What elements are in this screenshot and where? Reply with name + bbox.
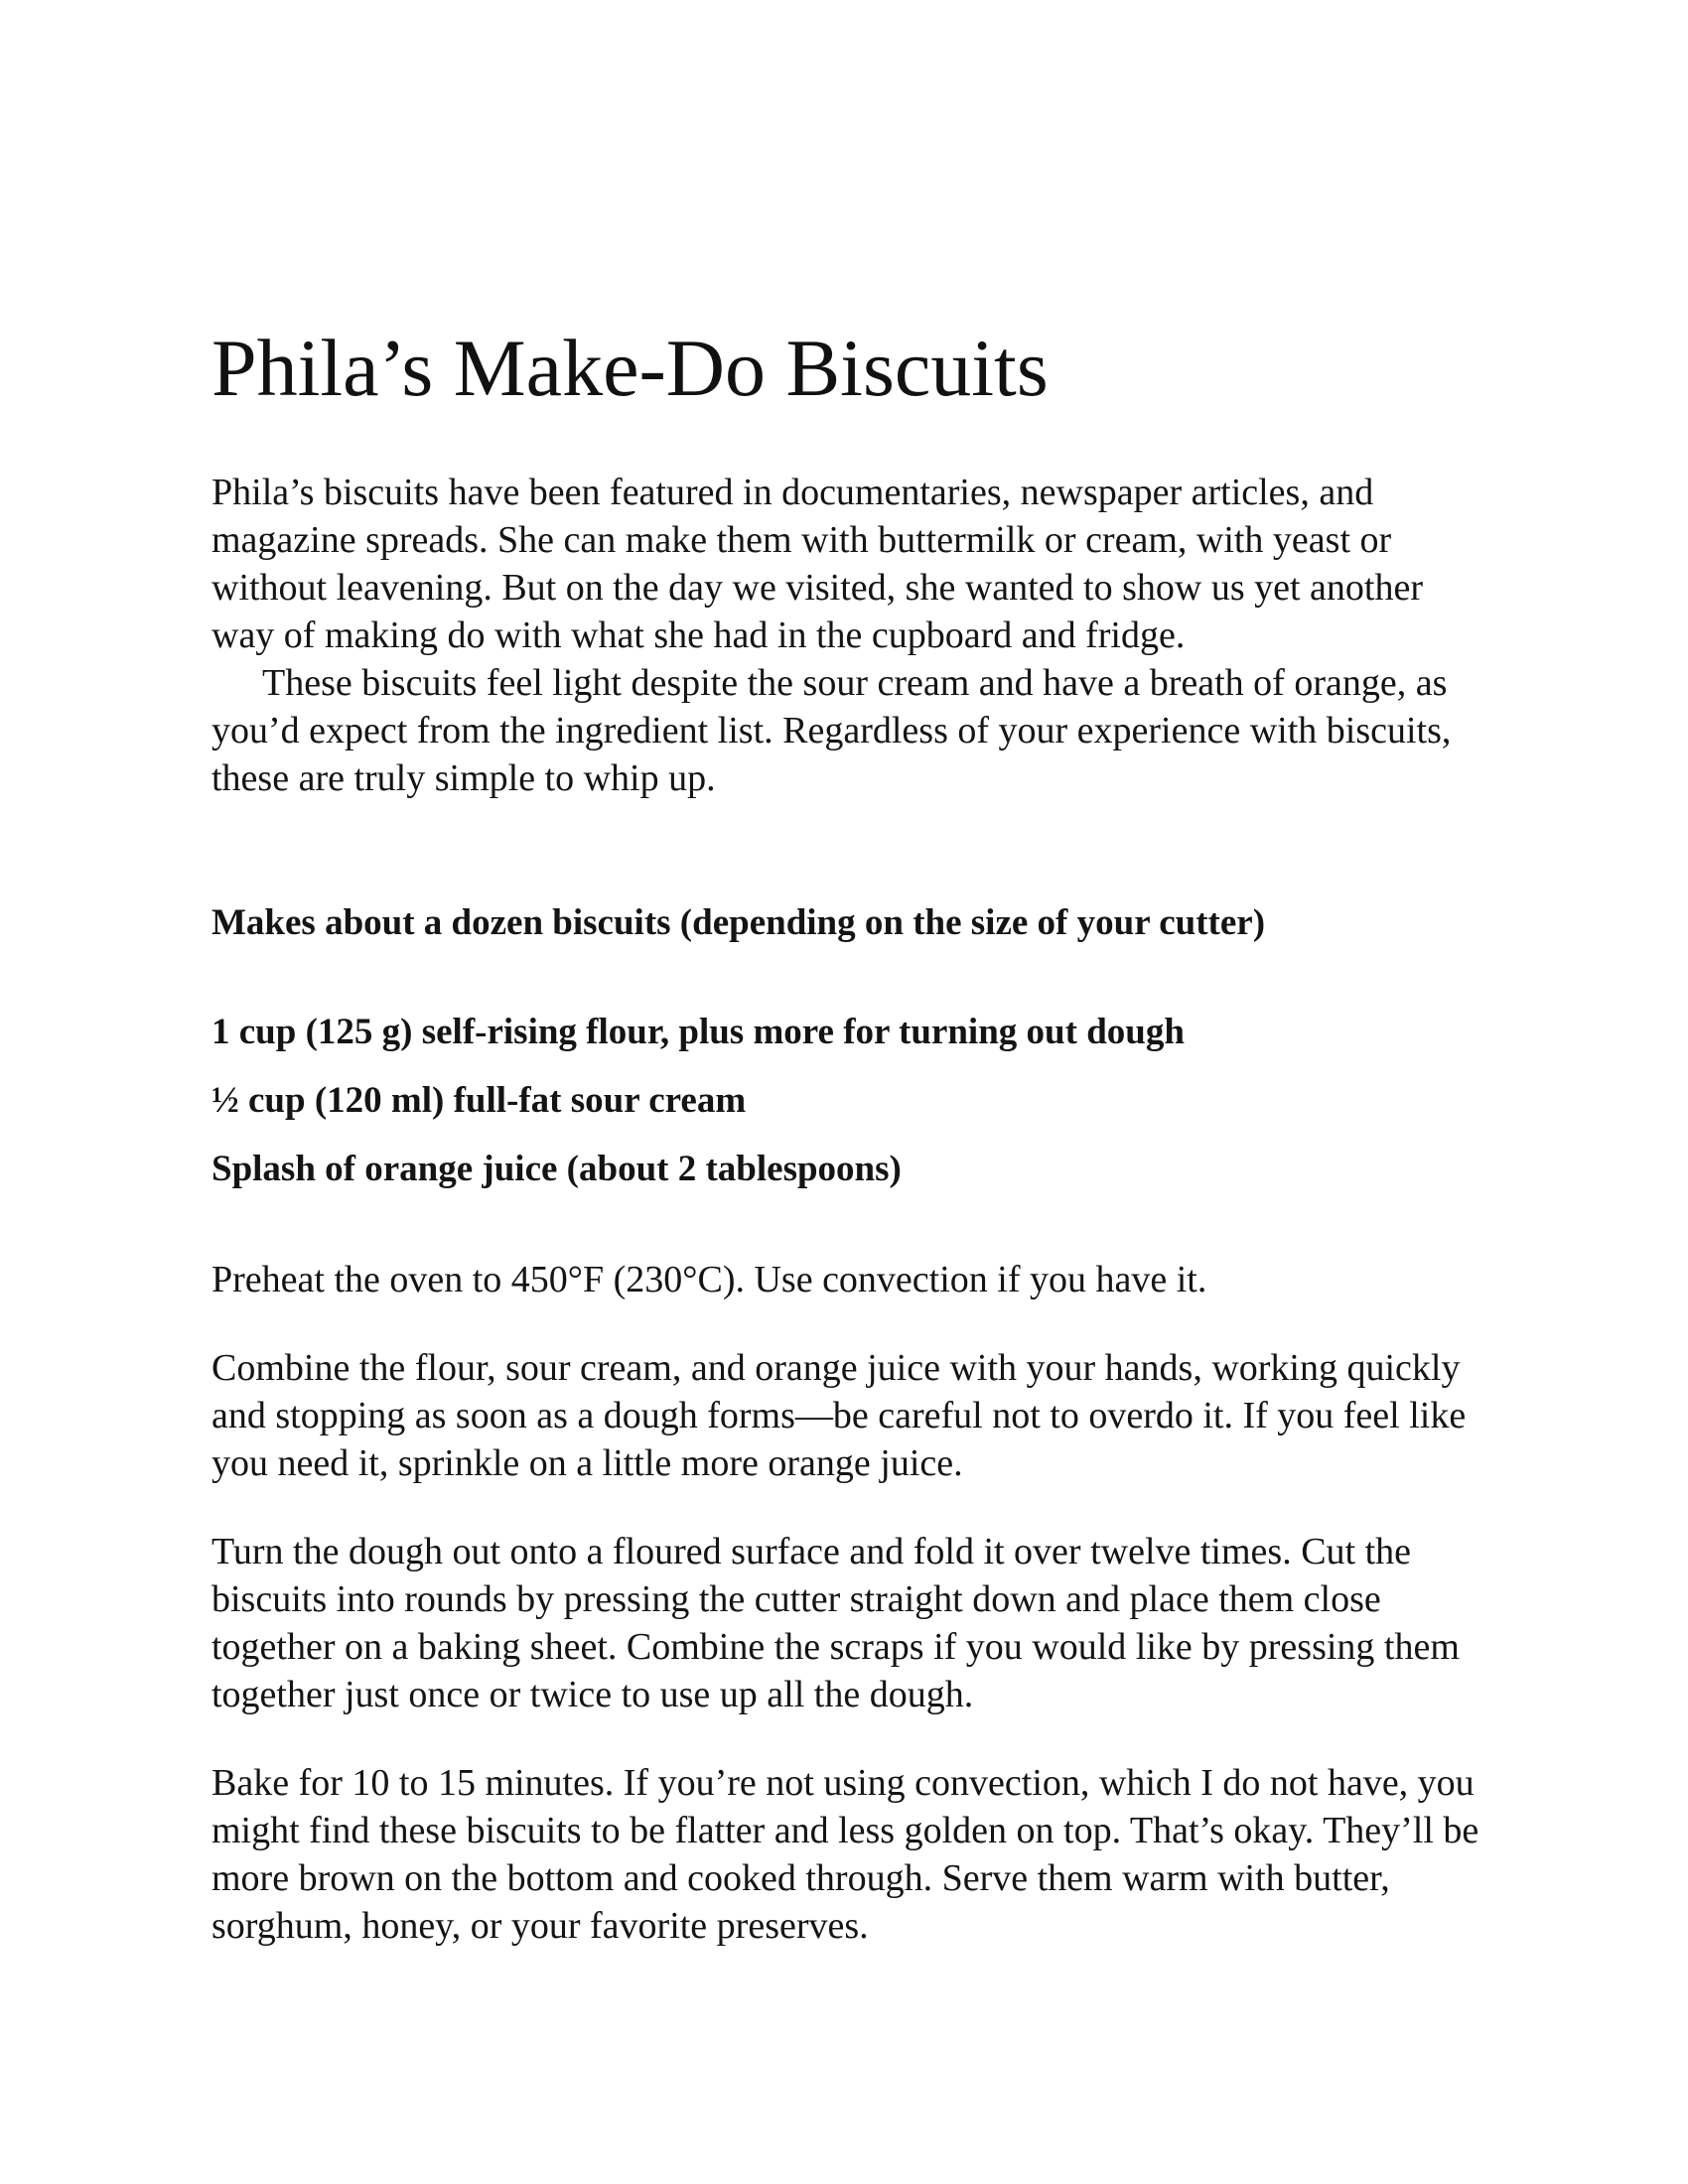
ingredient-item: Splash of orange juice (about 2 tablespoons) bbox=[211, 1149, 902, 1189]
ingredient-list bbox=[211, 1009, 1185, 1214]
step-paragraph: Combine the flour, sour cream, and orange juice with your hands, working quickly and stopping as soon as a dough forms—be careful not to overdo it. If you feel like you need it, sprinkle on a little more orange juice. bbox=[211, 1347, 1467, 1484]
step-paragraph: Preheat the oven to 450°F (230°C). Use convection if you have it. bbox=[211, 1259, 1207, 1300]
step-paragraph: Turn the dough out onto a floured surface and fold it over twelve times. Cut the biscuits into rounds by pressing the cutter straight down and place them close together on a baking sheet. Combine the scraps if you would like by pressing them together just once or twice to use up all the dough. bbox=[211, 1531, 1460, 1715]
intro-paragraph: These biscuits feel light despite the sour cream and have a breath of orange, as you’d expect from the ingredient list. Regardless of your experience with biscuits, these are truly simple to whip up. bbox=[211, 662, 1452, 799]
recipe-intro bbox=[211, 469, 1492, 802]
recipe-title: Phila’s Make-Do Biscuits bbox=[211, 323, 1049, 413]
intro-paragraph: Phila’s biscuits have been featured in documentaries, newspaper articles, and magazine spreads. She can make them with buttermilk or cream, with yeast or without leavening. But on the day we visited, she wanted to show us yet another way of making do with what she had in the cupboard and fridge. bbox=[211, 472, 1423, 656]
step-paragraph: Bake for 10 to 15 minutes. If you’re not using convection, which I do not have, you might find these biscuits to be flatter and less golden on top. That’s okay. They’ll be more brown on the bottom and cooked through. Serve them warm with butter, sorghum, honey, or your favorite preserves. bbox=[211, 1762, 1479, 1947]
recipe-steps bbox=[211, 1256, 1492, 1990]
ingredient-item: ½ cup (120 ml) full-fat sour cream bbox=[211, 1080, 747, 1121]
recipe-yield: Makes about a dozen biscuits (depending on the size of your cutter) bbox=[211, 902, 1266, 943]
ingredient-item: 1 cup (125 g) self-rising flour, plus more for turning out dough bbox=[211, 1012, 1185, 1052]
